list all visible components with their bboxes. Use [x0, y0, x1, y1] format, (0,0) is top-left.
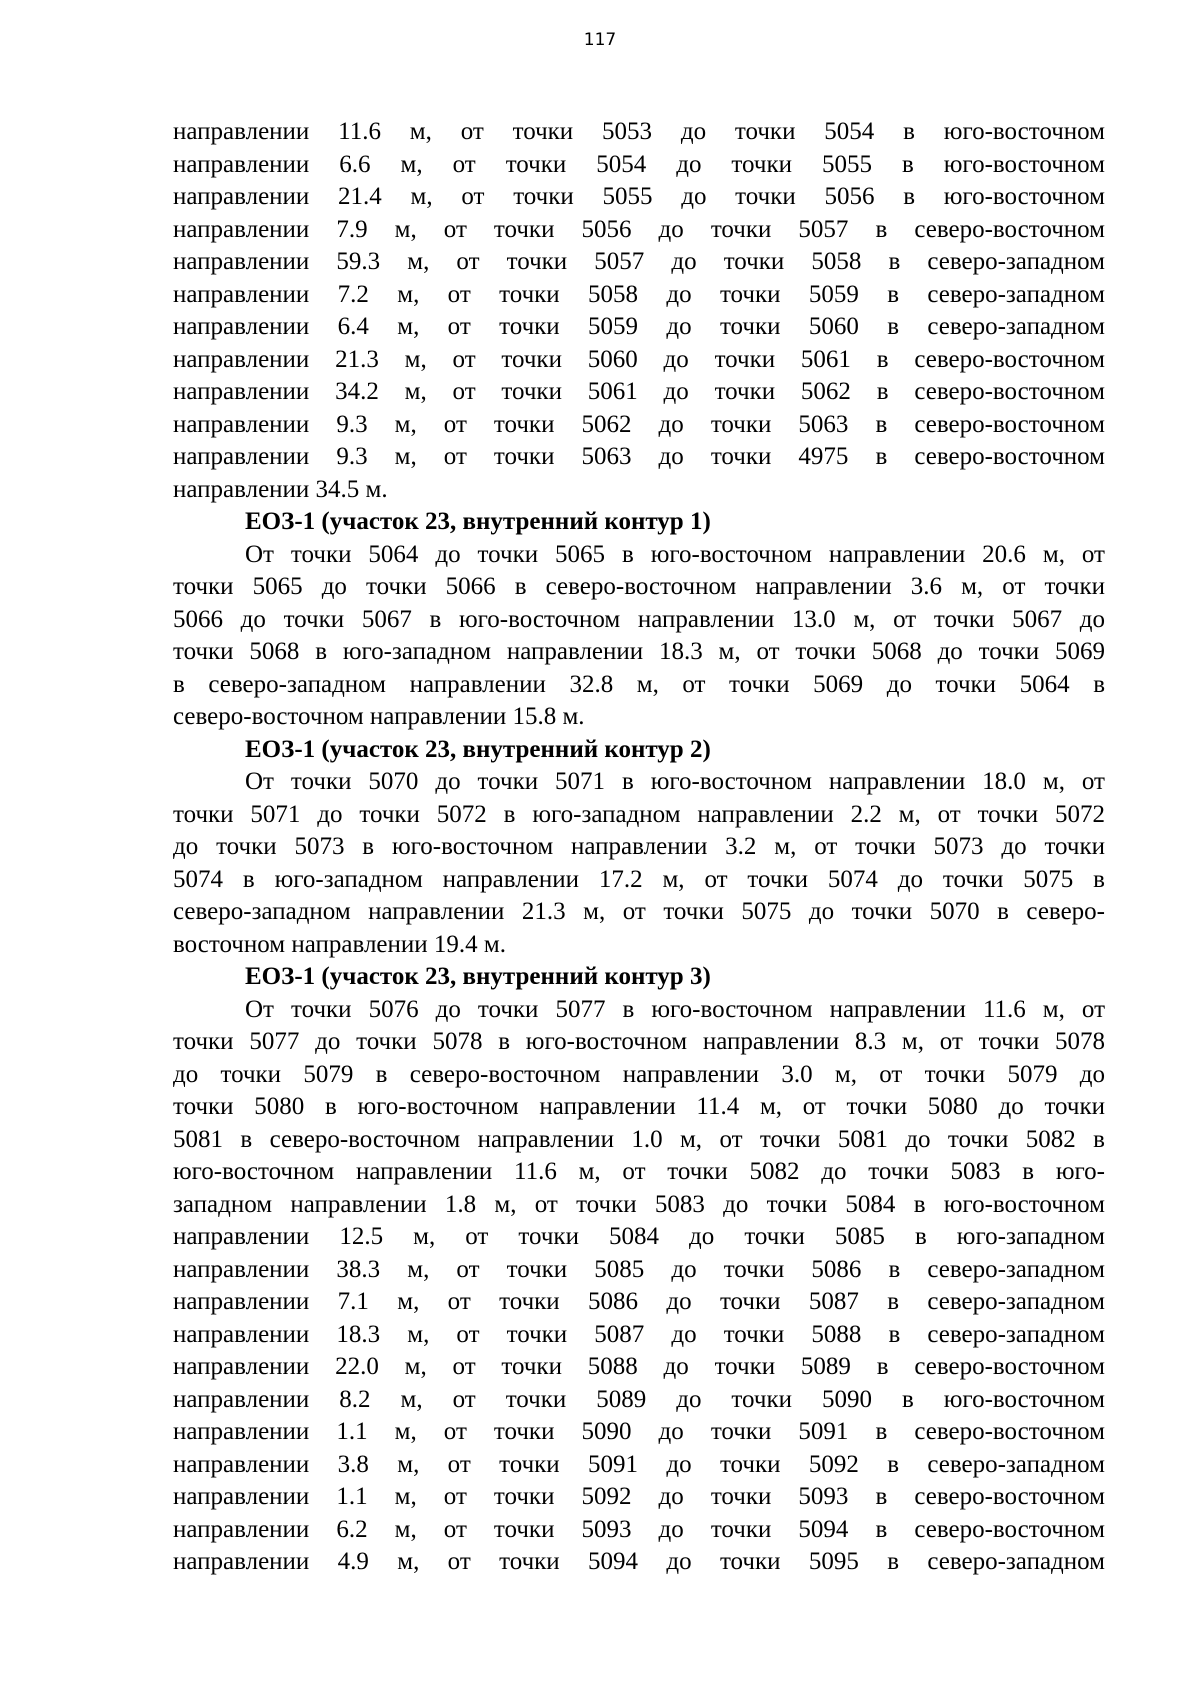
text-line: 5066 до точки 5067 в юго-восточном направлении 13.0 м, от точки 5067 до [173, 605, 1105, 633]
text-line: направлении 6.2 м, от точки 5093 до точки 5094 в северо-восточном [173, 1515, 1105, 1543]
text-line: направлении 22.0 м, от точки 5088 до точки 5089 в северо-восточном [173, 1353, 1105, 1380]
text-line: направлении 7.2 м, от точки 5058 до точки 5059 в северо-западном [173, 280, 1105, 308]
text-line: северо-восточном направлении 15.8 м. [173, 703, 585, 730]
text-line: От точки 5064 до точки 5065 в юго-восточном направлении 20.6 м, от [245, 540, 1105, 568]
text-line: направлении 12.5 м, от точки 5084 до точки 5085 в юго-западном [173, 1223, 1105, 1250]
text-line: направлении 18.3 м, от точки 5087 до точки 5088 в северо-западном [173, 1320, 1105, 1348]
text-line: направлении 9.3 м, от точки 5062 до точки 5063 в северо-восточном [173, 410, 1105, 438]
text-line: направлении 11.6 м, от точки 5053 до точки 5054 в юго-восточном [173, 118, 1105, 145]
text-line: северо-западном направлении 21.3 м, от точки 5075 до точки 5070 в северо- [173, 898, 1105, 925]
text-line: направлении 34.2 м, от точки 5061 до точки 5062 в северо-восточном [173, 378, 1105, 405]
text-line: 5081 в северо-восточном направлении 1.0 м, от точки 5081 до точки 5082 в [173, 1125, 1105, 1153]
text-line: От точки 5070 до точки 5071 в юго-восточном направлении 18.0 м, от [245, 768, 1105, 795]
text-line: восточном направлении 19.4 м. [173, 930, 506, 958]
paragraph-continuation [173, 116, 1105, 506]
text-line: юго-восточном направлении 11.6 м, от точки 5082 до точки 5083 в юго- [173, 1158, 1105, 1185]
text-line: направлении 6.6 м, от точки 5054 до точки 5055 в юго-восточном [173, 150, 1105, 178]
text-line: направлении 59.3 м, от точки 5057 до точки 5058 в северо-западном [173, 248, 1105, 275]
text-line: точки 5071 до точки 5072 в юго-западном направлении 2.2 м, от точки 5072 [173, 800, 1105, 828]
text-line: точки 5065 до точки 5066 в северо-восточном направлении 3.6 м, от точки [173, 573, 1105, 600]
text-line: направлении 7.1 м, от точки 5086 до точки 5087 в северо-западном [173, 1288, 1105, 1315]
text-line: в северо-западном направлении 32.8 м, от точки 5069 до точки 5064 в [173, 670, 1105, 698]
text-line: 5074 в юго-западном направлении 17.2 м, от точки 5074 до точки 5075 в [173, 865, 1105, 893]
text-line: направлении 21.3 м, от точки 5060 до точки 5061 в северо-восточном [173, 345, 1105, 373]
text-line: точки 5068 в юго-западном направлении 18.3 м, от точки 5068 до точки 5069 [173, 638, 1105, 665]
text-line: точки 5080 в юго-восточном направлении 11.4 м, от точки 5080 до точки [173, 1093, 1105, 1120]
page-number: 117 [583, 30, 617, 50]
section-heading: ЕОЗ-1 (участок 23, внутренний контур 3) [245, 963, 711, 990]
text-line: направлении 38.3 м, от точки 5085 до точки 5086 в северо-западном [173, 1255, 1105, 1283]
text-line: направлении 3.8 м, от точки 5091 до точки 5092 в северо-западном [173, 1450, 1105, 1478]
text-line: до точки 5073 в юго-восточном направлении 3.2 м, от точки 5073 до точки [173, 833, 1105, 860]
text-line: направлении 1.1 м, от точки 5090 до точки 5091 в северо-восточном [173, 1418, 1105, 1445]
text-line: направлении 34.5 м. [173, 475, 388, 503]
text-line: до точки 5079 в северо-восточном направлении 3.0 м, от точки 5079 до [173, 1060, 1105, 1088]
text-line: направлении 6.4 м, от точки 5059 до точки 5060 в северо-западном [173, 313, 1105, 340]
section-contour-3 [173, 961, 1105, 1579]
text-line: направлении 21.4 м, от точки 5055 до точки 5056 в юго-восточном [173, 183, 1105, 210]
text-line: направлении 8.2 м, от точки 5089 до точки 5090 в юго-восточном [173, 1385, 1105, 1413]
text-line: направлении 4.9 м, от точки 5094 до точки 5095 в северо-западном [173, 1548, 1105, 1575]
text-line: направлении 9.3 м, от точки 5063 до точки 4975 в северо-восточном [173, 443, 1105, 470]
text-line: западном направлении 1.8 м, от точки 5083 до точки 5084 в юго-восточном [173, 1190, 1105, 1218]
section-heading: ЕОЗ-1 (участок 23, внутренний контур 1) [245, 508, 711, 535]
text-line: точки 5077 до точки 5078 в юго-восточном направлении 8.3 м, от точки 5078 [173, 1028, 1105, 1055]
text-line: От точки 5076 до точки 5077 в юго-восточном направлении 11.6 м, от [245, 995, 1105, 1023]
section-heading: ЕОЗ-1 (участок 23, внутренний контур 2) [245, 735, 711, 763]
text-line: направлении 1.1 м, от точки 5092 до точки 5093 в северо-восточном [173, 1483, 1105, 1510]
document-body [173, 116, 1105, 1579]
section-contour-1 [173, 506, 1105, 734]
text-line: направлении 7.9 м, от точки 5056 до точки 5057 в северо-восточном [173, 215, 1105, 243]
section-contour-2 [173, 734, 1105, 962]
